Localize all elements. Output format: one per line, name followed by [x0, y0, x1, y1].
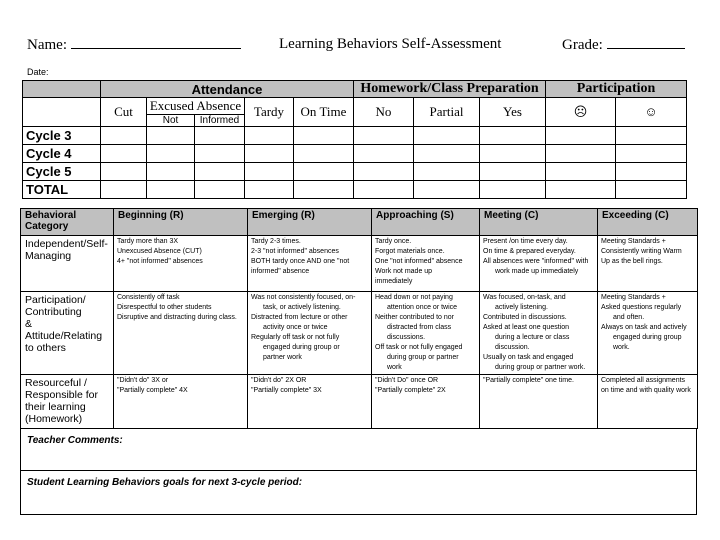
rubric-cell: "Didn't do" 2X OR "Partially complete" 3X: [248, 375, 372, 429]
rubric-cell: Meeting Standards + Asked questions regularly and often. Always on task and actively engaged during group work.: [598, 292, 698, 375]
rubric-cell: "Didn't Do" once OR "Partially complete" 2X: [372, 375, 480, 429]
row-cycle-4: Cycle 4: [23, 145, 101, 163]
header-approaching: Approaching (S): [372, 209, 480, 236]
header-emerging: Emerging (R): [248, 209, 372, 236]
col-yes: Yes: [480, 98, 546, 127]
teacher-comments[interactable]: Teacher Comments:: [21, 429, 697, 471]
header-behavioral-category: Behavioral Category: [21, 209, 114, 236]
col-tardy: Tardy: [245, 98, 294, 127]
row-cycle-5: Cycle 5: [23, 163, 101, 181]
smile-icon: ☺: [616, 98, 687, 127]
rubric-cell: Tardy more than 3X Unexcused Absence (CUT) 4+ "not informed" absences: [114, 236, 248, 292]
comments-table: [20, 428, 697, 515]
col-on-time: On Time: [294, 98, 354, 127]
header-meeting: Meeting (C): [480, 209, 598, 236]
header-exceeding: Exceeding (C): [598, 209, 698, 236]
rubric-row-participation: [21, 292, 698, 375]
rubric-cell: Consistently off task Disrespectful to other students Disruptive and distracting during class.: [114, 292, 248, 375]
rubric-cell: Tardy once. Forgot materials once. One "not informed" absence Work not made up immediately: [372, 236, 480, 292]
row-label-corner: [23, 98, 101, 127]
corner-cell: [23, 81, 101, 98]
rubric-cell: Meeting Standards + Consistently writing Warm Up as the bell rings.: [598, 236, 698, 292]
frown-icon: ☹: [546, 98, 616, 127]
rubric-cell: Was not consistently focused, on- task, or actively listening. Distracted from lecture or other activity once or twice Regularly off task or not fully engaged during group or partner work: [248, 292, 372, 375]
rubric-row-resourceful: [21, 375, 698, 429]
rubric-cell: Was focused, on-task, and actively listening. Contributed in discussions. Asked at least one question during a lecture or class discussion. Usually on task and engaged during group or partner work.: [480, 292, 598, 375]
rubric-cell: Present /on time every day. On time & prepared everyday. All absences were "informed" with work made up immediately: [480, 236, 598, 292]
date-label: Date:: [27, 67, 49, 77]
student-goals[interactable]: Student Learning Behaviors goals for next 3-cycle period:: [21, 471, 697, 515]
name-field[interactable]: [27, 36, 241, 54]
rubric-cell: Completed all assignments on time and with quality work: [598, 375, 698, 429]
header-beginning: Beginning (R): [114, 209, 248, 236]
col-not-informed: Not: [147, 115, 195, 127]
rubric-table: [20, 208, 698, 429]
participation-group-header: Participation: [546, 81, 687, 98]
row-total: TOTAL: [23, 181, 101, 199]
page-title: Learning Behaviors Self-Assessment: [279, 36, 502, 52]
col-no: No: [354, 98, 414, 127]
attendance-group-header: Attendance: [101, 81, 354, 98]
col-cut: Cut: [101, 98, 147, 127]
category-cell: Independent/Self- Managing: [21, 236, 114, 292]
name-blank[interactable]: [71, 36, 241, 49]
col-partial: Partial: [414, 98, 480, 127]
attendance-table: [22, 80, 687, 199]
rubric-cell: "Partially complete" one time.: [480, 375, 598, 429]
row-cycle-3: Cycle 3: [23, 127, 101, 145]
rubric-cell: "Didn't do" 3X or "Partially complete" 4X: [114, 375, 248, 429]
grade-blank[interactable]: [607, 36, 685, 49]
rubric-cell: Head down or not paying attention once or twice Neither contributed to nor distracted from class discussions. Off task or not fully engaged during group or partner work: [372, 292, 480, 375]
col-informed: Informed: [195, 115, 245, 127]
category-cell: Participation/ Contributing & Attitude/Relating to others: [21, 292, 114, 375]
category-cell: Resourceful / Responsible for their learning (Homework): [21, 375, 114, 429]
homework-group-header: Homework/Class Preparation: [354, 81, 546, 98]
rubric-row-independent: [21, 236, 698, 292]
col-excused-absence: Excused Absence: [147, 98, 245, 115]
grade-field[interactable]: [562, 36, 685, 54]
rubric-cell: Tardy 2-3 times. 2-3 "not informed" absences BOTH tardy once AND one "not informed" absence: [248, 236, 372, 292]
grade-label: Grade:: [562, 37, 603, 53]
name-label: Name:: [27, 37, 67, 53]
